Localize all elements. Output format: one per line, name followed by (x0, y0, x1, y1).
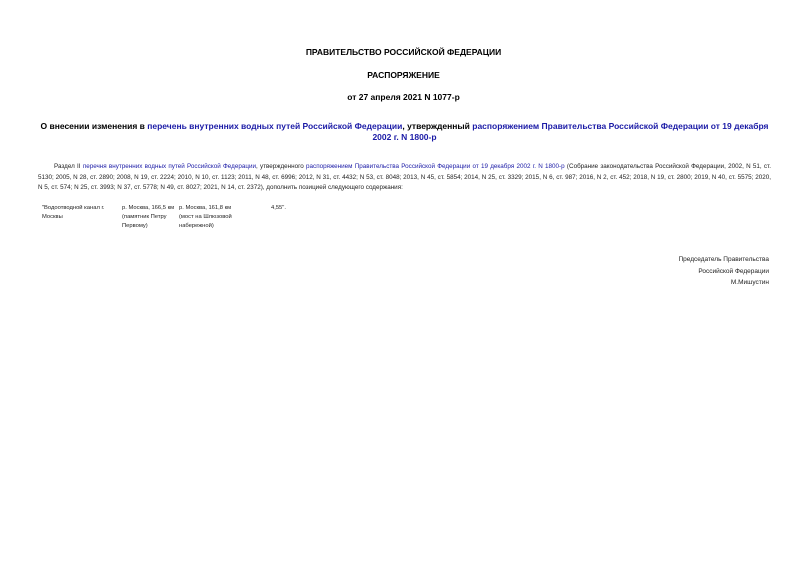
body-part3: (Собрание законодательства Российской Федерации, 2002, N 51, ст. 5130; 2005, N 28, ст. 2890; 2008, N 19, ст. 2224; 2010, N 10, ст. 1123; 2011, N 48, ст. 6996; 2012, N 31, ст. 4432; N 53, ст. 8048; 2013, N 45, ст. 5854; 2014, N 25, ст. 3329; 2015, N 6, ст. 987; 2016, N 2, ст. 452; 2018, N 19, ст. 2800; 2019, N 40, ст. 5575; 2020, N 5, ст. 574; N 25, ст. 3993; N 37, ст. 5778; N 49, ст. 8027; 2021, N 14, ст. 2372), дополнить позицией следующего содержания: (38, 163, 771, 191)
government-header: ПРАВИТЕЛЬСТВО РОССИЙСКОЙ ФЕДЕРАЦИИ (305, 47, 502, 57)
title-link-order-1800[interactable]: распоряжением Правительства Российской Федерации от 19 декабря 2002 г. N 1800-р (372, 121, 769, 142)
end-point-line: (мост на Шлюзовой (179, 214, 232, 220)
body-link-order-1800[interactable]: распоряжением Правительства Российской Федерации от 19 декабря 2002 г. N 1800-р (306, 163, 565, 170)
signatory-position-line1: Председатель Правительства (678, 256, 769, 263)
signatory-name: М.Мишустин (730, 279, 769, 286)
title-middle: , утвержденный (402, 121, 473, 131)
table-row (42, 204, 311, 231)
start-point-line: (памятник Петру (122, 214, 167, 220)
body-paragraph (38, 162, 771, 194)
length-value: 4,55". (271, 205, 286, 211)
body-link-waterways-list[interactable]: перечня внутренних водных путей Российской Федерации (82, 163, 256, 170)
document-title (38, 121, 771, 143)
end-point-cell (179, 204, 271, 231)
title-prefix: О внесении изменения в (40, 121, 148, 131)
inserted-position-table (42, 204, 311, 231)
body-part2: , утвержденного (255, 163, 307, 170)
end-point-line: р. Москва, 161,8 км (179, 205, 232, 211)
waterway-name-line: Москвы (42, 214, 63, 220)
start-point-cell (122, 204, 179, 231)
length-cell (271, 204, 311, 231)
start-point-line: Первому) (122, 223, 148, 229)
waterway-name-cell (42, 204, 122, 231)
document-type: РАСПОРЯЖЕНИЕ (367, 70, 440, 80)
end-point-line: набережной) (179, 223, 214, 229)
start-point-line: р. Москва, 166,5 км (122, 205, 175, 211)
document-date-number: от 27 апреля 2021 N 1077-р (347, 92, 460, 102)
signatory-position-line2: Российской Федерации (698, 267, 769, 275)
body-part1: Раздел II (54, 163, 83, 170)
title-link-waterways-list[interactable]: перечень внутренних водных путей Российской Федерации (147, 121, 403, 131)
waterway-name-line: "Водоотводной канал г. (42, 205, 105, 211)
signature-block (678, 254, 769, 289)
